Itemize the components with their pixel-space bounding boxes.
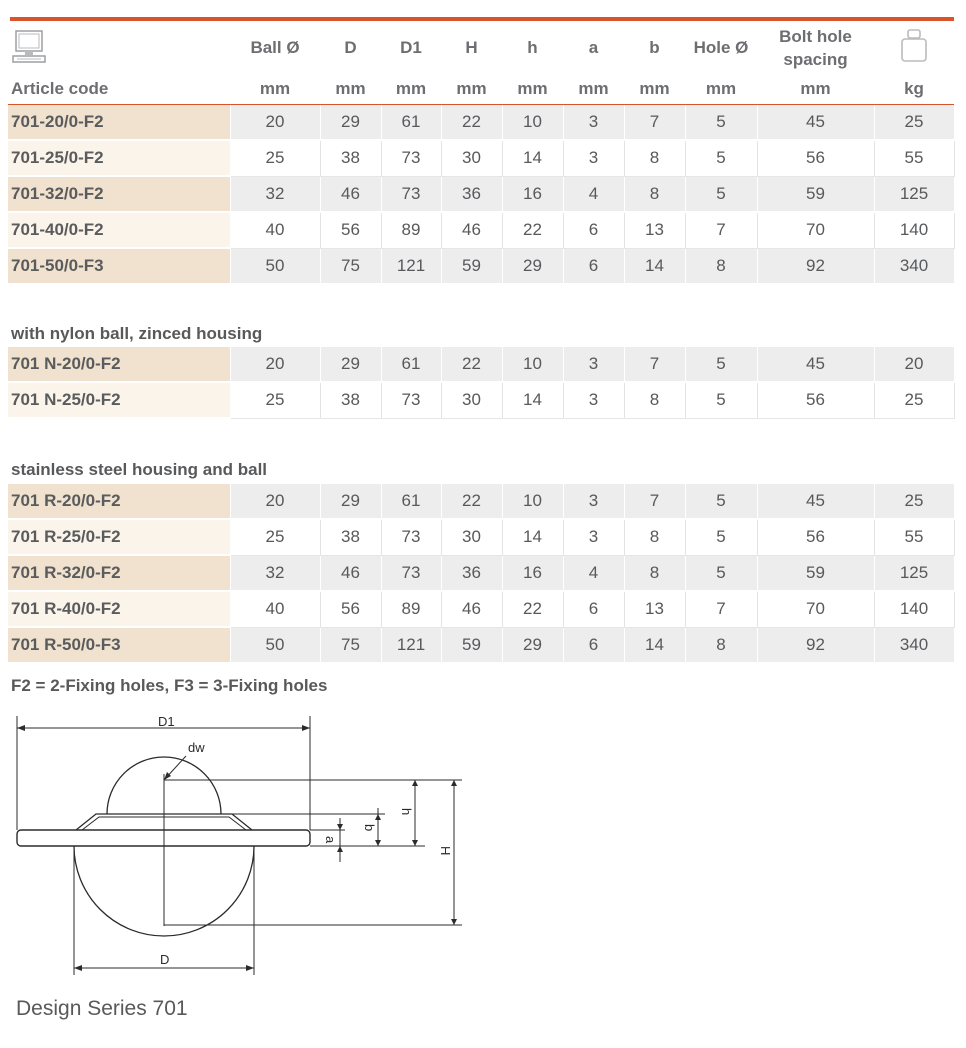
value-cell: 16 (502, 555, 563, 591)
unit-d1: mm (381, 74, 441, 105)
value-cell: 73 (381, 519, 441, 555)
value-cell: 13 (624, 212, 685, 248)
value-cell: 38 (320, 140, 381, 176)
value-cell: 30 (441, 519, 502, 555)
col-d: D (344, 38, 357, 57)
unit-ball-diameter: mm (230, 74, 320, 105)
unit-a: mm (563, 74, 624, 105)
value-cell: 45 (757, 105, 874, 140)
value-cell: 73 (381, 382, 441, 418)
value-cell: 10 (502, 105, 563, 140)
value-cell: 5 (685, 519, 757, 555)
unit-b: mm (624, 74, 685, 105)
article-code-cell: 701-20/0-F2 (8, 105, 230, 140)
value-cell: 8 (624, 382, 685, 418)
value-cell: 140 (874, 591, 954, 627)
unit-h-small: mm (502, 74, 563, 105)
value-cell: 56 (320, 591, 381, 627)
value-cell: 8 (624, 555, 685, 591)
unit-hole-diameter: mm (685, 74, 757, 105)
value-cell: 22 (502, 591, 563, 627)
value-cell: 46 (320, 555, 381, 591)
table-row (8, 248, 954, 284)
value-cell: 55 (874, 140, 954, 176)
value-cell: 46 (320, 176, 381, 212)
value-cell: 6 (563, 248, 624, 284)
article-code-cell: 701 R-20/0-F2 (8, 484, 230, 519)
value-cell: 75 (320, 248, 381, 284)
unit-bolt-hole-spacing: mm (757, 74, 874, 105)
value-cell: 5 (685, 176, 757, 212)
header-accent-line (10, 17, 954, 21)
article-icon-cell (8, 22, 230, 74)
value-cell: 56 (757, 140, 874, 176)
col-b: b (649, 38, 660, 57)
value-cell: 3 (563, 382, 624, 418)
table-row (8, 176, 954, 212)
value-cell: 59 (757, 176, 874, 212)
value-cell: 73 (381, 176, 441, 212)
value-cell: 4 (563, 176, 624, 212)
value-cell: 3 (563, 519, 624, 555)
value-cell: 61 (381, 484, 441, 519)
col-article-code: Article code (8, 74, 230, 105)
table-group-stainless (8, 484, 955, 664)
ball-transfer-unit-drawing (0, 700, 480, 990)
value-cell: 6 (563, 627, 624, 663)
value-cell: 73 (381, 555, 441, 591)
value-cell: 29 (502, 627, 563, 663)
value-cell: 8 (624, 519, 685, 555)
table-group-standard (8, 105, 955, 285)
value-cell: 75 (320, 627, 381, 663)
value-cell: 22 (441, 347, 502, 382)
value-cell: 3 (563, 105, 624, 140)
col-a: a (588, 38, 599, 57)
value-cell: 70 (757, 212, 874, 248)
value-cell: 38 (320, 382, 381, 418)
col-h-total: H (465, 38, 478, 57)
section-title-nylon: with nylon ball, zinced housing (11, 324, 263, 343)
value-cell: 36 (441, 176, 502, 212)
col-weight (874, 22, 954, 74)
computer-monitor-icon (11, 28, 47, 64)
label-d1: D1 (158, 714, 175, 729)
value-cell: 7 (624, 105, 685, 140)
value-cell: 140 (874, 212, 954, 248)
value-cell: 125 (874, 176, 954, 212)
value-cell: 32 (230, 176, 320, 212)
value-cell: 29 (502, 248, 563, 284)
value-cell: 73 (381, 140, 441, 176)
value-cell: 340 (874, 248, 954, 284)
section-title-stainless: stainless steel housing and ball (11, 460, 268, 479)
label-a: a (323, 836, 338, 844)
value-cell: 25 (874, 484, 954, 519)
table-row (8, 212, 954, 248)
table-row (8, 555, 954, 591)
value-cell: 50 (230, 248, 320, 284)
value-cell: 8 (685, 248, 757, 284)
value-cell: 56 (757, 519, 874, 555)
article-code-cell: 701-25/0-F2 (8, 140, 230, 176)
footnote: F2 = 2-Fixing holes, F3 = 3-Fixing holes (11, 676, 328, 695)
value-cell: 7 (624, 347, 685, 382)
value-cell: 20 (874, 347, 954, 382)
value-cell: 20 (230, 105, 320, 140)
unit-d: mm (320, 74, 381, 105)
value-cell: 22 (441, 105, 502, 140)
value-cell: 14 (502, 519, 563, 555)
value-cell: 10 (502, 347, 563, 382)
value-cell: 10 (502, 484, 563, 519)
value-cell: 25 (230, 519, 320, 555)
caption: Design Series 701 (16, 997, 188, 1020)
value-cell: 14 (502, 382, 563, 418)
value-cell: 61 (381, 347, 441, 382)
value-cell: 5 (685, 347, 757, 382)
value-cell: 59 (757, 555, 874, 591)
table-row (8, 140, 954, 176)
table-row (8, 105, 954, 140)
article-code-cell: 701-40/0-F2 (8, 212, 230, 248)
value-cell: 25 (230, 382, 320, 418)
value-cell: 45 (757, 347, 874, 382)
value-cell: 340 (874, 627, 954, 663)
label-b: b (362, 824, 377, 832)
table-header (8, 22, 954, 106)
value-cell: 5 (685, 382, 757, 418)
value-cell: 3 (563, 347, 624, 382)
value-cell: 14 (624, 627, 685, 663)
label-h-total: H (438, 846, 453, 856)
value-cell: 25 (874, 382, 954, 418)
value-cell: 55 (874, 519, 954, 555)
label-d: D (160, 952, 170, 967)
value-cell: 61 (381, 105, 441, 140)
value-cell: 89 (381, 212, 441, 248)
value-cell: 8 (624, 176, 685, 212)
value-cell: 56 (320, 212, 381, 248)
value-cell: 6 (563, 212, 624, 248)
value-cell: 8 (624, 140, 685, 176)
value-cell: 14 (502, 140, 563, 176)
value-cell: 59 (441, 248, 502, 284)
value-cell: 70 (757, 591, 874, 627)
col-d1: D1 (400, 38, 422, 57)
article-code-cell: 701 N-25/0-F2 (8, 382, 230, 418)
article-code-cell: 701 R-25/0-F2 (8, 519, 230, 555)
value-cell: 5 (685, 484, 757, 519)
value-cell: 89 (381, 591, 441, 627)
value-cell: 59 (441, 627, 502, 663)
article-code-cell: 701-32/0-F2 (8, 176, 230, 212)
table-row (8, 627, 954, 663)
value-cell: 4 (563, 555, 624, 591)
article-code-cell: 701 R-50/0-F3 (8, 627, 230, 663)
value-cell: 29 (320, 484, 381, 519)
article-code-cell: 701-50/0-F3 (8, 248, 230, 284)
value-cell: 46 (441, 212, 502, 248)
value-cell: 40 (230, 591, 320, 627)
value-cell: 5 (685, 105, 757, 140)
value-cell: 14 (624, 248, 685, 284)
value-cell: 8 (685, 627, 757, 663)
value-cell: 125 (874, 555, 954, 591)
value-cell: 46 (441, 591, 502, 627)
value-cell: 5 (685, 555, 757, 591)
value-cell: 38 (320, 519, 381, 555)
value-cell: 22 (441, 484, 502, 519)
value-cell: 92 (757, 627, 874, 663)
value-cell: 7 (685, 591, 757, 627)
weight-icon (899, 28, 929, 64)
value-cell: 30 (441, 382, 502, 418)
value-cell: 29 (320, 347, 381, 382)
label-h: h (399, 808, 414, 816)
value-cell: 3 (563, 140, 624, 176)
table-row (8, 347, 954, 382)
value-cell: 32 (230, 555, 320, 591)
unit-weight: kg (874, 74, 954, 105)
value-cell: 29 (320, 105, 381, 140)
unit-h-total: mm (441, 74, 502, 105)
col-ball-diameter: Ball Ø (250, 38, 300, 57)
value-cell: 13 (624, 591, 685, 627)
value-cell: 36 (441, 555, 502, 591)
value-cell: 3 (563, 484, 624, 519)
value-cell: 22 (502, 212, 563, 248)
value-cell: 121 (381, 627, 441, 663)
table-group-nylon (8, 347, 955, 419)
article-code-cell: 701 N-20/0-F2 (8, 347, 230, 382)
value-cell: 92 (757, 248, 874, 284)
value-cell: 25 (230, 140, 320, 176)
value-cell: 30 (441, 140, 502, 176)
value-cell: 20 (230, 484, 320, 519)
value-cell: 50 (230, 627, 320, 663)
table-row (8, 484, 954, 519)
col-hole-diameter: Hole Ø (693, 38, 749, 57)
value-cell: 121 (381, 248, 441, 284)
col-bolt-hole-spacing: Bolt hole spacing (779, 27, 852, 69)
value-cell: 20 (230, 347, 320, 382)
label-dw: dw (188, 740, 205, 755)
value-cell: 40 (230, 212, 320, 248)
article-code-cell: 701 R-40/0-F2 (8, 591, 230, 627)
table-row (8, 591, 954, 627)
col-h-small: h (527, 38, 538, 57)
value-cell: 25 (874, 105, 954, 140)
value-cell: 45 (757, 484, 874, 519)
value-cell: 56 (757, 382, 874, 418)
value-cell: 6 (563, 591, 624, 627)
table-row (8, 382, 954, 418)
value-cell: 7 (624, 484, 685, 519)
article-code-cell: 701 R-32/0-F2 (8, 555, 230, 591)
value-cell: 7 (685, 212, 757, 248)
table-row (8, 519, 954, 555)
value-cell: 5 (685, 140, 757, 176)
value-cell: 16 (502, 176, 563, 212)
